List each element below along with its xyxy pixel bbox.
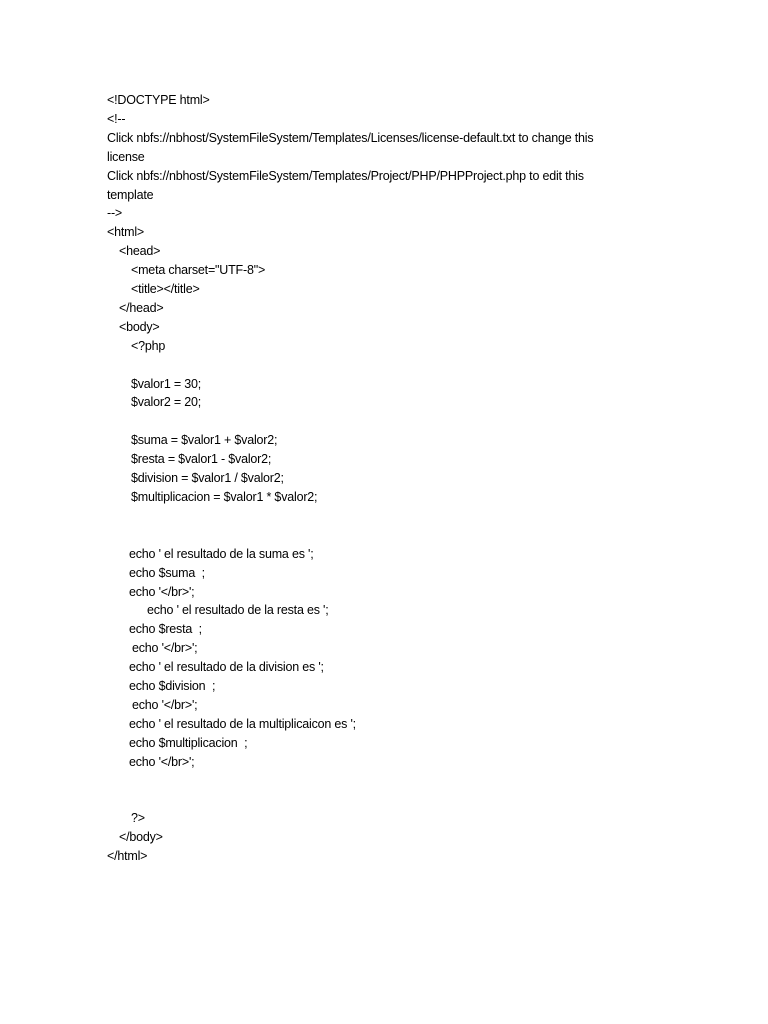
code-line: <html>	[107, 225, 145, 240]
code-line	[107, 526, 667, 545]
code-line: license	[107, 149, 145, 164]
code-line: <?php	[131, 338, 166, 353]
code-line: echo '</br>';	[132, 641, 198, 656]
code-line: <title></title>	[131, 282, 200, 297]
code-line: echo $resta ;	[129, 622, 202, 637]
code-line	[107, 356, 667, 375]
code-line: $valor1 = 30;	[131, 376, 202, 391]
code-line: ?>	[131, 811, 145, 826]
code-line: $multiplicacion = $valor1 * $valor2;	[131, 490, 318, 504]
code-line: </body>	[119, 830, 163, 845]
code-line: Click nbfs://nbhost/SystemFileSystem/Templates/Project/PHP/PHPProject.php to edit this	[107, 168, 584, 183]
code-line: echo $suma ;	[129, 565, 205, 580]
code-line: Click nbfs://nbhost/SystemFileSystem/Templates/Licenses/license-default.txt to change this	[107, 130, 594, 145]
code-line: echo ' el resultado de la multiplicaicon es ';	[129, 716, 356, 731]
code-line: $division = $valor1 / $valor2;	[131, 471, 284, 486]
code-line: echo '</br>';	[129, 754, 195, 769]
code-line	[107, 412, 667, 431]
code-line: echo '</br>';	[129, 584, 195, 599]
code-line: $suma = $valor1 + $valor2;	[131, 433, 278, 448]
code-line	[107, 772, 667, 791]
code-line: echo $division ;	[129, 679, 216, 694]
code-line: -->	[107, 206, 123, 221]
code-line: <!--	[107, 111, 126, 126]
code-line: echo '</br>';	[132, 697, 198, 712]
code-line: echo ' el resultado de la suma es ';	[129, 546, 314, 561]
code-line: <body>	[119, 319, 160, 334]
code-line: </head>	[119, 300, 164, 315]
code-line: template	[107, 187, 154, 202]
code-line: echo ' el resultado de la resta es ';	[147, 603, 329, 618]
code-line: echo ' el resultado de la division es ';	[129, 660, 324, 675]
code-line: </html>	[107, 849, 148, 864]
code-line: <meta charset="UTF-8">	[131, 263, 266, 278]
code-line	[107, 790, 667, 809]
code-line: $resta = $valor1 - $valor2;	[131, 452, 272, 467]
code-line: <!DOCTYPE html>	[107, 93, 210, 107]
code-line: <head>	[119, 244, 161, 259]
code-line: $valor2 = 20;	[131, 395, 202, 410]
code-listing	[107, 91, 667, 866]
code-line: echo $multiplicacion ;	[129, 735, 248, 750]
code-line	[107, 507, 667, 526]
